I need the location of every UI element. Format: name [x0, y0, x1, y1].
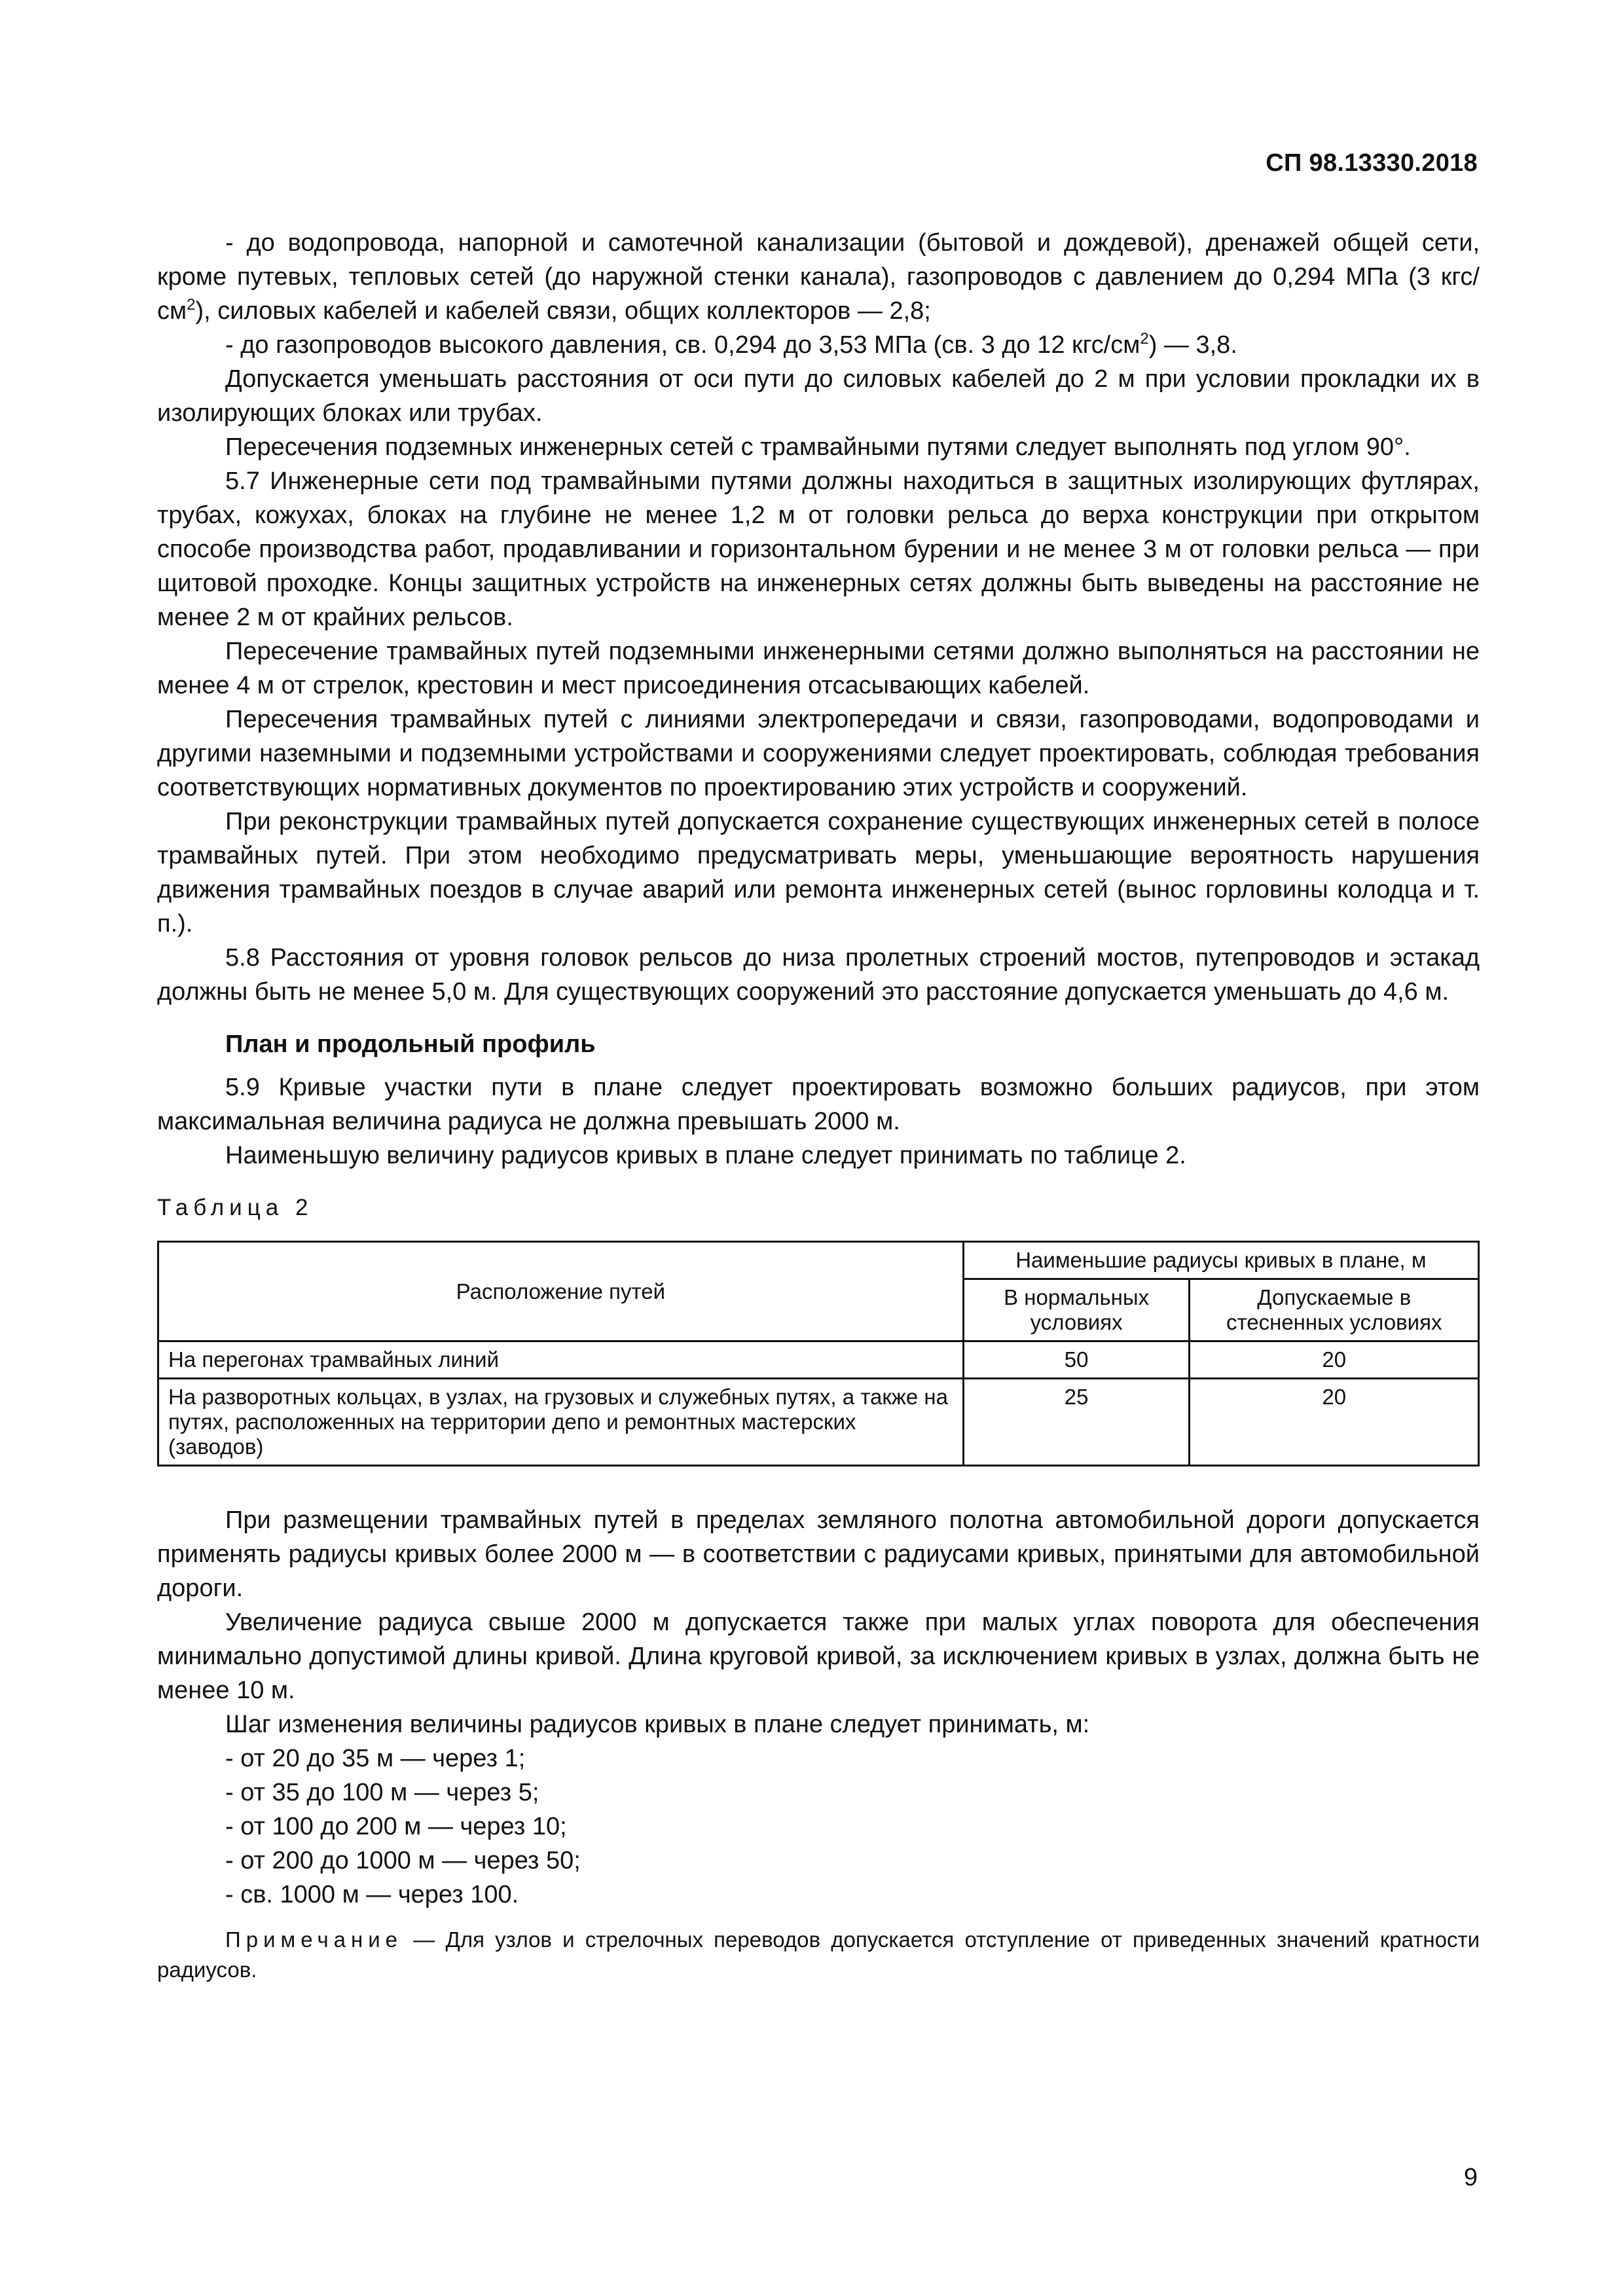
- paragraph: [157, 226, 1480, 328]
- list-item: - от 20 до 35 м — через 1;: [225, 1745, 526, 1772]
- page-number: 9: [1463, 2164, 1478, 2191]
- cell-location: На перегонах трамвайных линий: [158, 1341, 964, 1379]
- paragraph: 5.9 Кривые участки пути в плане следует проектировать возможно больших радиусов, при этом максимальная величина радиуса не должна превышать 2000 м.: [157, 1074, 1480, 1135]
- radius-table: [157, 1241, 1480, 1467]
- table-row: [158, 1341, 1479, 1379]
- paragraph: [157, 328, 1480, 362]
- paragraph: 5.8 Расстояния от уровня головок рельсов до низа пролетных строений мостов, путепроводов и эстакад должны быть не менее 5,0 м. Для существующих сооружений это расстояние допускается уменьшать до 4,6 м.: [157, 944, 1480, 1006]
- note: [157, 1925, 1480, 1985]
- paragraph: 5.7 Инженерные сети под трамвайными путями должны находиться в защитных изолирующих футлярах, трубах, кожухах, блоках на глубине не менее 1,2 м от головки рельса до верха конструкции при открытом способе производства работ, продавливании и горизонтальном бурении и не менее 3 м от головки рельса — при щитовой проходке. Концы защитных устройств на инженерных сетях должны быть выведены на расстояние не менее 2 м от крайних рельсов.: [157, 467, 1480, 631]
- text: - до водопровода, напорной и самотечной канализации (бытовой и дождевой), дренажей общей сети, кроме путевых, тепловых сетей (до наружной стенки канала), газопроводов с давлением до 0,294 МПа (3 кгс/см: [157, 229, 1480, 325]
- paragraph: При реконструкции трамвайных путей допускается сохранение существующих инженерных сетей в полосе трамвайных путей. При этом необходимо предусматривать меры, уменьшающие вероятность нарушения движения трамвайных поездов в случае аварий или ремонта инженерных сетей (вынос горловины колодца и т. п.).: [157, 808, 1480, 938]
- paragraph: Шаг изменения величины радиусов кривых в плане следует принимать, м:: [225, 1711, 1090, 1738]
- paragraph: Пересечения подземных инженерных сетей с трамвайными путями следует выполнять под углом 90°.: [225, 433, 1411, 461]
- text: ) — 3,8.: [1148, 331, 1237, 359]
- superscript: 2: [1140, 330, 1149, 348]
- column-header-group: Наименьшие радиусы кривых в плане, м: [963, 1242, 1478, 1279]
- cell-constrained: 20: [1190, 1341, 1479, 1379]
- cell-constrained: 20: [1190, 1379, 1479, 1466]
- superscript: 2: [187, 296, 196, 314]
- list-item: - от 200 до 1000 м — через 50;: [225, 1847, 581, 1874]
- list-item: - св. 1000 м — через 100.: [225, 1881, 519, 1908]
- table-row: [158, 1379, 1479, 1466]
- text: ), силовых кабелей и кабелей связи, общих коллекторов — 2,8;: [195, 297, 931, 325]
- cell-normal: 25: [963, 1379, 1190, 1466]
- paragraph: При размещении трамвайных путей в пределах земляного полотна автомобильной дороги допускается применять радиусы кривых более 2000 м — в соответствии с радиусами кривых, принятыми для автомобильной дороги.: [157, 1506, 1480, 1602]
- paragraph: Увеличение радиуса свыше 2000 м допускается также при малых углах поворота для обеспечения минимально допустимой длины кривой. Длина круговой кривой, за исключением кривых в узлах, должна быть не менее 10 м.: [157, 1609, 1480, 1704]
- table-caption: Таблица 2: [157, 1195, 314, 1220]
- cell-location: На разворотных кольцах, в узлах, на грузовых и служебных путях, а также на путях, расположенных на территории депо и ремонтных мастерских (заводов): [158, 1379, 964, 1466]
- text: - до газопроводов высокого давления, св. 0,294 до 3,53 МПа (св. 3 до 12 кгс/см: [225, 331, 1140, 359]
- note-text: — Для узлов и стрелочных переводов допускается отступление от приведенных значений кратности радиусов.: [157, 1927, 1480, 1982]
- page-body: [157, 226, 1480, 1985]
- paragraph: Допускается уменьшать расстояния от оси пути до силовых кабелей до 2 м при условии прокладки их в изолирующих блоках или трубах.: [157, 365, 1480, 427]
- paragraph: Пересечения трамвайных путей с линиями электропередачи и связи, газопроводами, водопроводами и другими наземными и подземными устройствами и сооружениями следует проектировать, соблюдая требования соответствующих нормативных документов по проектированию этих устройств и сооружений.: [157, 706, 1480, 801]
- paragraph: Пересечение трамвайных путей подземными инженерными сетями должно выполняться на расстоянии не менее 4 м от стрелок, крестовин и мест присоединения отсасывающих кабелей.: [157, 638, 1480, 699]
- section-heading: План и продольный профиль: [225, 1030, 596, 1058]
- column-header-location: Расположение путей: [158, 1242, 964, 1341]
- column-header-constrained: Допускаемые в стесненных условиях: [1190, 1279, 1479, 1341]
- cell-normal: 50: [963, 1341, 1190, 1379]
- list-item: - от 100 до 200 м — через 10;: [225, 1813, 567, 1840]
- list-item: - от 35 до 100 м — через 5;: [225, 1779, 539, 1806]
- column-header-normal: В нормальных условиях: [963, 1279, 1190, 1341]
- note-label: Примечание: [225, 1927, 403, 1952]
- paragraph: Наименьшую величину радиусов кривых в плане следует принимать по таблице 2.: [225, 1142, 1186, 1169]
- document-code: СП 98.13330.2018: [1266, 149, 1478, 177]
